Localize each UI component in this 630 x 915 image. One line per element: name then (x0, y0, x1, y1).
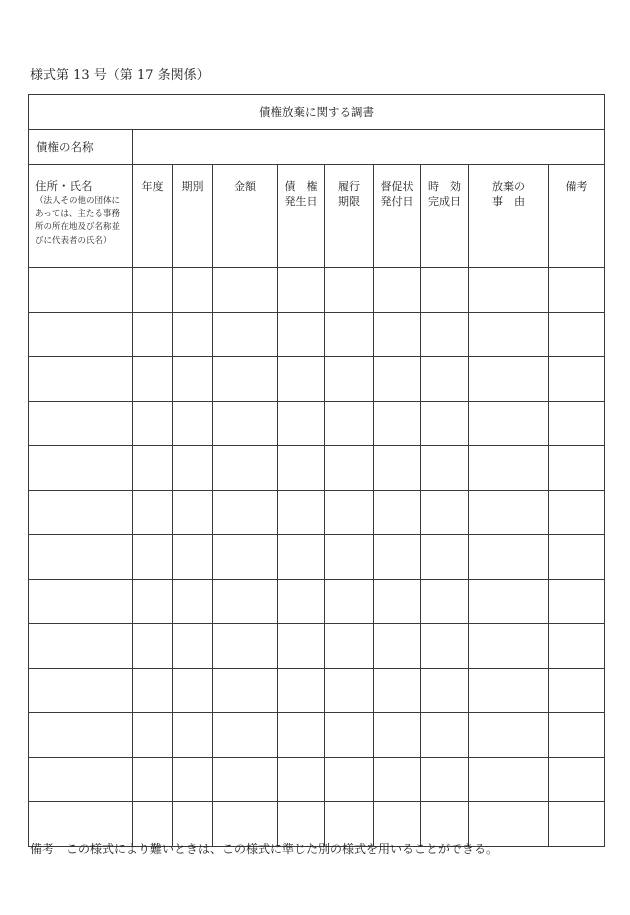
cell-claim-date[interactable] (278, 624, 325, 669)
cell-address[interactable] (29, 579, 133, 624)
cell-fiscal-year[interactable] (133, 490, 173, 535)
cell-prescription-date[interactable] (421, 357, 469, 402)
cell-prescription-date[interactable] (421, 624, 469, 669)
cell-fiscal-year[interactable] (133, 757, 173, 802)
header-line: 期限 (338, 195, 360, 208)
header-line: 事 由 (492, 195, 525, 208)
header-amount: 金額 (213, 165, 278, 268)
cell-address[interactable] (29, 668, 133, 713)
cell-due-date[interactable] (325, 757, 374, 802)
cell-reason[interactable] (469, 624, 549, 669)
table-row (29, 757, 605, 802)
header-period: 期別 (173, 165, 213, 268)
cell-reason[interactable] (469, 713, 549, 758)
form-number: 様式第 13 号（第 17 条関係） (30, 68, 210, 83)
cell-address[interactable] (29, 312, 133, 357)
cell-due-date[interactable] (325, 490, 374, 535)
cell-address[interactable] (29, 268, 133, 313)
cell-demand-date[interactable] (374, 312, 421, 357)
cell-amount[interactable] (213, 713, 278, 758)
cell-address[interactable] (29, 535, 133, 580)
cell-reason[interactable] (469, 535, 549, 580)
cell-amount[interactable] (213, 268, 278, 313)
header-address-label: 住所・氏名 (35, 179, 93, 193)
cell-period[interactable] (173, 802, 213, 847)
cell-period[interactable] (173, 535, 213, 580)
header-line: 履行 (338, 180, 360, 193)
header-line: 発付日 (380, 195, 414, 208)
claim-name-field[interactable] (133, 130, 605, 165)
table-row (29, 713, 605, 758)
cell-amount[interactable] (213, 446, 278, 491)
cell-period[interactable] (173, 357, 213, 402)
table-row (29, 490, 605, 535)
cell-amount[interactable] (213, 535, 278, 580)
cell-claim-date[interactable] (278, 268, 325, 313)
header-due-date (325, 165, 374, 268)
cell-demand-date[interactable] (374, 579, 421, 624)
cell-demand-date[interactable] (374, 802, 421, 847)
cell-prescription-date[interactable] (421, 713, 469, 758)
cell-period[interactable] (173, 312, 213, 357)
cell-claim-date[interactable] (278, 579, 325, 624)
cell-due-date[interactable] (325, 802, 374, 847)
cell-demand-date[interactable] (374, 268, 421, 313)
cell-remarks[interactable] (549, 446, 605, 491)
claim-waiver-table (28, 94, 605, 847)
cell-claim-date[interactable] (278, 312, 325, 357)
address-note-line: （法人その他の団体に (35, 196, 121, 206)
table-row (29, 624, 605, 669)
table-row (29, 668, 605, 713)
cell-fiscal-year[interactable] (133, 668, 173, 713)
cell-due-date[interactable] (325, 713, 374, 758)
cell-demand-date[interactable] (374, 624, 421, 669)
cell-period[interactable] (173, 268, 213, 313)
cell-demand-date[interactable] (374, 668, 421, 713)
cell-period[interactable] (173, 401, 213, 446)
address-note-line: あっては、主たる事務 (35, 209, 120, 220)
cell-prescription-date[interactable] (421, 668, 469, 713)
cell-demand-date[interactable] (374, 757, 421, 802)
cell-prescription-date[interactable] (421, 757, 469, 802)
table-row (29, 357, 605, 402)
header-reason (469, 165, 549, 268)
cell-due-date[interactable] (325, 535, 374, 580)
cell-remarks[interactable] (549, 624, 605, 669)
cell-reason[interactable] (469, 357, 549, 402)
cell-demand-date[interactable] (374, 401, 421, 446)
cell-address[interactable] (29, 713, 133, 758)
cell-fiscal-year[interactable] (133, 713, 173, 758)
cell-period[interactable] (173, 624, 213, 669)
cell-fiscal-year[interactable] (133, 401, 173, 446)
cell-demand-date[interactable] (374, 490, 421, 535)
header-line: 債 権 (284, 180, 318, 193)
cell-prescription-date[interactable] (421, 446, 469, 491)
cell-prescription-date[interactable] (421, 268, 469, 313)
cell-address[interactable] (29, 802, 133, 847)
table-title: 債権放棄に関する調書 (29, 95, 605, 130)
cell-reason[interactable] (469, 268, 549, 313)
cell-reason[interactable] (469, 401, 549, 446)
header-line: 時 効 (428, 180, 461, 193)
table-row (29, 268, 605, 313)
header-demand-date (374, 165, 421, 268)
cell-claim-date[interactable] (278, 490, 325, 535)
cell-prescription-date[interactable] (421, 535, 469, 580)
cell-amount[interactable] (213, 312, 278, 357)
cell-amount[interactable] (213, 624, 278, 669)
cell-remarks[interactable] (549, 312, 605, 357)
cell-demand-date[interactable] (374, 713, 421, 758)
cell-remarks[interactable] (549, 713, 605, 758)
header-address-note (35, 195, 128, 248)
cell-amount[interactable] (213, 490, 278, 535)
cell-period[interactable] (173, 757, 213, 802)
cell-period[interactable] (173, 579, 213, 624)
cell-address[interactable] (29, 624, 133, 669)
cell-remarks[interactable] (549, 535, 605, 580)
cell-amount[interactable] (213, 802, 278, 847)
cell-address[interactable] (29, 490, 133, 535)
header-prescription-date (421, 165, 469, 268)
cell-reason[interactable] (469, 668, 549, 713)
cell-fiscal-year[interactable] (133, 446, 173, 491)
cell-period[interactable] (173, 490, 213, 535)
header-line: 放棄の (492, 180, 525, 193)
cell-due-date[interactable] (325, 312, 374, 357)
cell-amount[interactable] (213, 579, 278, 624)
column-header-row (29, 165, 605, 268)
cell-fiscal-year[interactable] (133, 357, 173, 402)
header-line: 督促状 (380, 180, 414, 193)
cell-address[interactable] (29, 446, 133, 491)
cell-period[interactable] (173, 713, 213, 758)
cell-address[interactable] (29, 401, 133, 446)
header-address (29, 165, 133, 268)
address-note-line: 所の所在地及び名称並 (35, 222, 121, 233)
table-row (29, 401, 605, 446)
cell-reason[interactable] (469, 757, 549, 802)
cell-claim-date[interactable] (278, 802, 325, 847)
header-fiscal-year: 年度 (133, 165, 173, 268)
cell-due-date[interactable] (325, 668, 374, 713)
cell-claim-date[interactable] (278, 668, 325, 713)
cell-remarks[interactable] (549, 357, 605, 402)
cell-demand-date[interactable] (374, 535, 421, 580)
cell-claim-date[interactable] (278, 401, 325, 446)
cell-prescription-date[interactable] (421, 312, 469, 357)
cell-address[interactable] (29, 357, 133, 402)
cell-prescription-date[interactable] (421, 401, 469, 446)
cell-amount[interactable] (213, 668, 278, 713)
cell-due-date[interactable] (325, 401, 374, 446)
cell-due-date[interactable] (325, 624, 374, 669)
table-row (29, 535, 605, 580)
footnote: 備考 この様式により難いときは、この様式に準じた別の様式を用いることができる。 (30, 842, 499, 856)
header-remarks: 備考 (549, 165, 605, 268)
cell-period[interactable] (173, 668, 213, 713)
cell-claim-date[interactable] (278, 757, 325, 802)
header-line: 発生日 (284, 195, 318, 208)
address-note-line: びに代表者の氏名） (35, 235, 112, 246)
cell-remarks[interactable] (549, 401, 605, 446)
cell-due-date[interactable] (325, 579, 374, 624)
cell-amount[interactable] (213, 757, 278, 802)
cell-amount[interactable] (213, 357, 278, 402)
cell-fiscal-year[interactable] (133, 579, 173, 624)
cell-due-date[interactable] (325, 268, 374, 313)
header-line: 完成日 (428, 195, 461, 208)
header-claim-date (278, 165, 325, 268)
cell-prescription-date[interactable] (421, 579, 469, 624)
table-row (29, 802, 605, 847)
cell-address[interactable] (29, 757, 133, 802)
cell-demand-date[interactable] (374, 357, 421, 402)
cell-remarks[interactable] (549, 757, 605, 802)
cell-reason[interactable] (469, 312, 549, 357)
cell-prescription-date[interactable] (421, 802, 469, 847)
cell-reason[interactable] (469, 446, 549, 491)
cell-claim-date[interactable] (278, 446, 325, 491)
table-row (29, 446, 605, 491)
cell-claim-date[interactable] (278, 357, 325, 402)
claim-name-label: 債権の名称 (29, 130, 133, 165)
cell-fiscal-year[interactable] (133, 312, 173, 357)
cell-due-date[interactable] (325, 446, 374, 491)
cell-remarks[interactable] (549, 802, 605, 847)
cell-claim-date[interactable] (278, 535, 325, 580)
cell-amount[interactable] (213, 401, 278, 446)
cell-claim-date[interactable] (278, 713, 325, 758)
cell-reason[interactable] (469, 579, 549, 624)
cell-fiscal-year[interactable] (133, 624, 173, 669)
table-row (29, 579, 605, 624)
cell-remarks[interactable] (549, 490, 605, 535)
cell-fiscal-year[interactable] (133, 535, 173, 580)
cell-demand-date[interactable] (374, 446, 421, 491)
cell-fiscal-year[interactable] (133, 802, 173, 847)
cell-reason[interactable] (469, 490, 549, 535)
cell-due-date[interactable] (325, 357, 374, 402)
table-row (29, 312, 605, 357)
cell-remarks[interactable] (549, 579, 605, 624)
cell-reason[interactable] (469, 802, 549, 847)
cell-fiscal-year[interactable] (133, 268, 173, 313)
cell-prescription-date[interactable] (421, 490, 469, 535)
cell-remarks[interactable] (549, 268, 605, 313)
cell-period[interactable] (173, 446, 213, 491)
cell-remarks[interactable] (549, 668, 605, 713)
